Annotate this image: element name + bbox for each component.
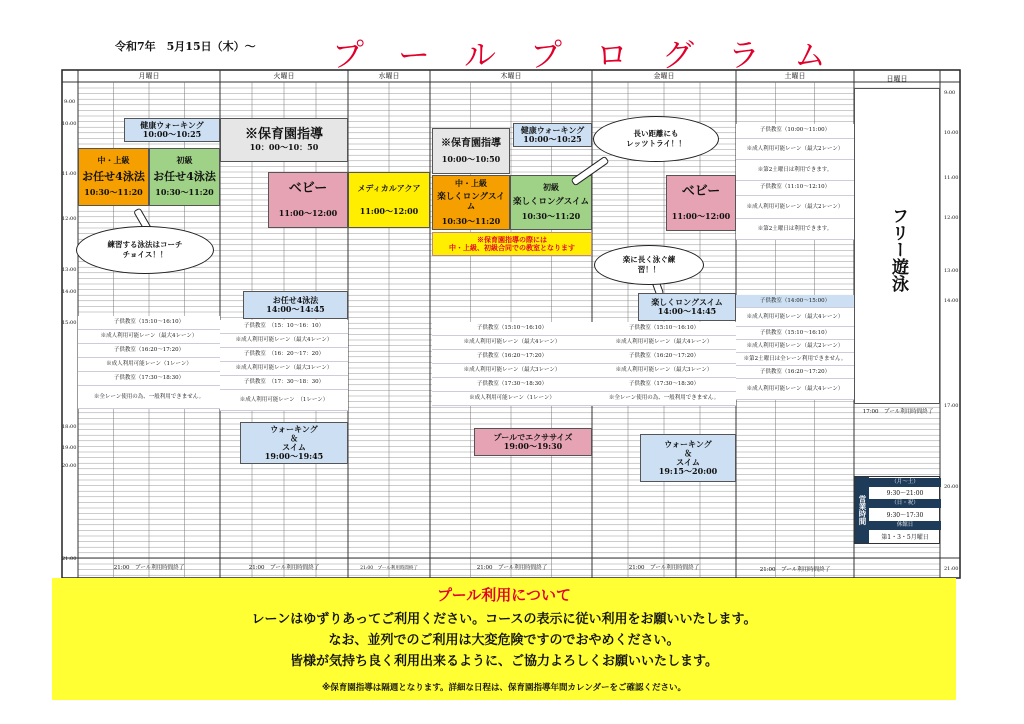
fri-long-title: 楽しくロングスイム (651, 296, 723, 307)
time-label-2100: 21:00 (62, 556, 77, 562)
thu-hoikuen-title: ※保育園指導 (441, 137, 501, 149)
sat-morning-line: 子供教室（10:00～11:00） (736, 124, 854, 139)
time-label-2000: 20:00 (62, 463, 77, 469)
thu-line: 子供教室（17:30～18:30） (432, 378, 592, 392)
hours-label: 営業時間 (855, 477, 869, 543)
sat-afternoon-line: 子供教室（16:20～17:20） (736, 366, 854, 379)
sun-free-text: フリー遊泳 (888, 207, 908, 292)
mon-shokyu-title: 初級 (176, 155, 193, 166)
day-header-fri: 金曜日 (653, 72, 675, 80)
day-header-mon: 月曜日 (138, 72, 160, 80)
fri-walk-l3: スイム (676, 457, 700, 467)
mon-walking (124, 118, 220, 142)
mon-line: 子供教室（15:10～16:10） (78, 316, 220, 330)
time-label-right-1100: 11:00 (944, 175, 959, 181)
mon-line: 子供教室（17:30～18:30） (78, 372, 220, 386)
time-label-1800: 18:00 (62, 424, 77, 430)
thu-note (432, 232, 592, 256)
mon-afternoon-schedule (78, 316, 220, 409)
notice-panel (52, 578, 956, 700)
mon-shokyu-name: お任せ4泳法 (153, 169, 216, 183)
holiday-value: 第1・3・5月曜日 (881, 534, 929, 541)
tue-afternoon-schedule (220, 320, 348, 411)
tue-walk-l2: ＆ (290, 432, 298, 443)
tue-hoikuen-time: 10：00～10：50 (249, 141, 319, 152)
hours-sun-time: 9:30～17:30 (886, 512, 924, 519)
sat-afternoon-line: 子供教室（14:00～15:00） (736, 295, 854, 308)
sat-afternoon-line: ※成人利用可能レーン（最大2レーン） (736, 340, 854, 353)
fri-line: ※成人利用可能レーン（最大3レーン） (592, 364, 736, 378)
thu-shokyu-class (510, 175, 592, 230)
notice-line-3: 皆様が気持ち良く利用出来るように、ご協力よろしくお願いいたします。 (290, 654, 718, 669)
tue-walk-time: 19:00～19:45 (264, 451, 324, 462)
time-label-right-2100: 21:00 (944, 566, 959, 572)
thu-exercise (474, 428, 592, 456)
thu-chujo-class (432, 175, 510, 230)
thu-afternoon-schedule (432, 322, 592, 406)
thu-note-text: ※保育園指導の際には 中・上級、初級合同での教室となります (449, 234, 575, 252)
fri-line: 子供教室（16:20～17:20） (592, 350, 736, 364)
mon-walking-title: 健康ウォーキング (140, 119, 204, 130)
fri-closing: 21:00 プール利用時間終了 (628, 565, 700, 571)
fri-baby-time: 11:00～12:00 (671, 210, 731, 221)
time-label-0900: 9:00 (64, 99, 76, 105)
time-label-1900: 19:00 (62, 445, 77, 451)
wed-medical-aqua (348, 172, 430, 228)
tue-baby-title: ベビー (288, 180, 328, 196)
fri-walk-swim (640, 434, 736, 482)
thu-exercise-time: 19:00～19:30 (503, 441, 563, 451)
thu-chujo-title: 中・上級 (455, 177, 487, 188)
time-label-right-1200: 12:00 (944, 215, 959, 221)
time-label-1500: 15:00 (62, 320, 77, 326)
time-label-1400: 14:00 (62, 289, 77, 295)
sat-morning-line: ※成人利用可能レーン（最大2レーン） (736, 196, 854, 219)
sat-morning-schedule (736, 124, 854, 240)
fri-walk-l1: ウォーキング (664, 438, 712, 449)
mon-line: ※成人利用可能レーン（最大4レーン） (78, 330, 220, 344)
thu-hoikuen-time: 10:00～10:50 (441, 154, 501, 165)
day-header-sat: 土曜日 (784, 72, 806, 80)
notice-line-1: レーンはゆずりあってご利用ください。コースの表示に従い利用をお願いいたします。 (251, 612, 757, 627)
fri-line: 子供教室（17:30～18:30） (592, 378, 736, 392)
thu-shokyu-name: 楽しくロングスイム (512, 196, 590, 207)
mon-shokyu-time: 10:30～11:20 (155, 187, 214, 198)
holiday-label: 休館日 (869, 521, 941, 530)
tue-walk-l3: スイム (282, 442, 306, 452)
sat-afternoon-schedule (736, 295, 854, 400)
fri-line: 子供教室（15:10～16:10） (592, 322, 736, 336)
sat-afternoon-line: ※成人利用可能レーン（最大4レーン） (736, 308, 854, 327)
wed-aqua-title: メディカルアクア (357, 182, 421, 193)
hours-wk-time: 9:30～21:00 (886, 490, 924, 497)
notice-footnote: ※保育園指導は隔週となります。詳細な日程は、保育園指導年間カレンダーをご確認ください。 (321, 683, 687, 693)
thu-walking (513, 123, 592, 147)
tue-line: ※成人利用可能レーン （1レーン） (220, 390, 348, 411)
mon-closing: 21:00 プール利用時間終了 (113, 565, 185, 571)
day-header-thu: 木曜日 (500, 72, 522, 80)
fri-walk-l2: ＆ (684, 447, 692, 458)
tue-walk-swim (240, 422, 348, 464)
day-header-wed: 水曜日 (378, 72, 400, 80)
thu-shokyu-title: 初級 (543, 182, 559, 193)
tue-line: 子供教室 （16：20～17：20） (220, 348, 348, 362)
tue-hoikuen (220, 118, 348, 162)
date-header: 令和7年 5月15日（木）～ (115, 40, 256, 53)
thu-walking-time: 10:00～10:25 (523, 134, 582, 144)
mon-shokyu-class (149, 148, 220, 206)
sat-afternoon-line: ※第2土曜日は全レーン利用できません。 (736, 353, 854, 366)
mon-chujo-class (78, 148, 149, 206)
time-label-1100: 11:00 (62, 171, 77, 177)
sat-afternoon-line: ※成人利用可能レーン（最大4レーン） (736, 379, 854, 400)
thu-shokyu-time: 10:30～11:20 (521, 211, 581, 222)
tue-line: ※成人利用可能レーン（最大3レーン） (220, 362, 348, 376)
time-label-right-2000: 20:00 (944, 484, 959, 490)
fri-baby-title: ベビー (681, 183, 721, 199)
fri-long-swim (638, 293, 736, 321)
mon-walking-time: 10:00～10:25 (142, 129, 202, 139)
time-label-right-1700: 17:00 (944, 403, 959, 409)
sat-morning-line: ※第2土曜日は利用できます。 (736, 219, 854, 240)
day-header-sun: 日曜日 (886, 75, 908, 83)
tue-line: 子供教室 （17：30～18：30） (220, 376, 348, 390)
tue-hoikuen-title: ※保育園指導 (244, 126, 323, 142)
tue-line: ※成人利用可能レーン（最大4レーン） (220, 334, 348, 348)
fri-speech-bubble-mid: 楽に長く泳ぐ練 習！！ (594, 245, 704, 285)
sun-closing: 17:00 プール利用時間終了 (862, 409, 934, 415)
thu-hoikuen (432, 128, 510, 174)
time-label-right-0900: 9:00 (944, 90, 956, 96)
wed-closing: 21:00 プール利用時間終了 (360, 566, 418, 571)
tue-omakase-title: お任せ4泳法 (272, 294, 319, 305)
time-label-right-1000: 10:00 (944, 130, 959, 136)
time-label-right-1300: 13:00 (944, 268, 959, 274)
mon-chujo-title: 中・上級 (97, 155, 130, 166)
time-label-right-1400: 14:00 (944, 298, 959, 304)
thu-closing: 21:00 プール利用時間終了 (476, 565, 548, 571)
mon-line: 子供教室（16:20～17:20） (78, 344, 220, 358)
hours-box (854, 476, 940, 544)
wed-aqua-time: 11:00～12:00 (359, 206, 419, 216)
sat-morning-line: ※成人利用可能レーン（最大2レーン） (736, 139, 854, 160)
tue-walk-l1: ウォーキング (270, 423, 318, 434)
mon-chujo-name: お任せ4泳法 (82, 169, 145, 183)
fri-line: ※成人利用可能レーン（最大4レーン） (592, 336, 736, 350)
fri-baby (666, 175, 736, 231)
fri-afternoon-schedule (592, 322, 736, 406)
mon-speech-bubble: 練習する泳法はコーチ チョイス！！ (76, 226, 214, 274)
time-label-1200: 12:00 (62, 216, 77, 222)
day-header-tue: 火曜日 (273, 72, 295, 80)
thu-walking-title: 健康ウォーキング (520, 124, 585, 135)
thu-line: ※成人利用可能レーン（最大3レーン） (432, 364, 592, 378)
thu-chujo-time: 10:30～11:20 (441, 216, 501, 227)
thu-exercise-title: プールでエクササイズ (493, 431, 573, 442)
mon-line: ※全レーン使用の為、一般利用できません。 (78, 386, 220, 409)
time-label-1000: 10:00 (62, 121, 77, 127)
notice-title: プール利用について (437, 586, 571, 604)
sat-afternoon-line: 子供教室（15:10～16:10） (736, 327, 854, 340)
notice-line-2: なお、並列でのご利用は大変危険ですのでおやめください。 (328, 633, 680, 648)
fri-line: ※全レーン使用の為、一般利用できません。 (592, 392, 736, 406)
hours-wk-label: （月～土） (869, 478, 941, 487)
mon-line: ※成人利用可能レーン（1レーン） (78, 358, 220, 372)
thu-line: 子供教室（16:20～17:20） (432, 350, 592, 364)
tue-baby-time: 11:00～12:00 (278, 207, 338, 218)
tue-line: 子供教室 （15：10～16：10） (220, 320, 348, 334)
tue-closing: 21:00 プール利用時間終了 (248, 565, 320, 571)
thu-line: ※成人利用可能レーン（1レーン） (432, 392, 592, 406)
thu-chujo-name: 楽しくロングスイム (437, 191, 505, 212)
mon-chujo-time: 10:30～11:20 (84, 187, 143, 198)
thu-line: ※成人利用可能レーン（最大4レーン） (432, 336, 592, 350)
fri-walk-time: 19:15～20:00 (658, 466, 718, 477)
tue-omakase (243, 291, 348, 319)
sat-morning-line: ※第2土曜日は利用できます。 (736, 160, 854, 181)
tue-omakase-time: 14:00～14:45 (266, 304, 325, 314)
thu-line: 子供教室（15:10～16:10） (432, 322, 592, 336)
sun-free-swim (854, 88, 940, 404)
fri-long-time: 14:00～14:45 (657, 306, 717, 316)
time-label-1300: 13:00 (62, 267, 77, 273)
tue-baby (268, 172, 348, 228)
page-title: プ ー ル プ ロ グ ラ ム (332, 36, 828, 74)
fri-speech-bubble-top: 長い距離にも レッツトライ！！ (593, 116, 719, 162)
sat-morning-line: 子供教室（11:10～12:10） (736, 181, 854, 196)
sat-closing: 21:00 プール利用時間終了 (759, 567, 831, 573)
hours-sun-label: （日・祝） (869, 499, 941, 508)
